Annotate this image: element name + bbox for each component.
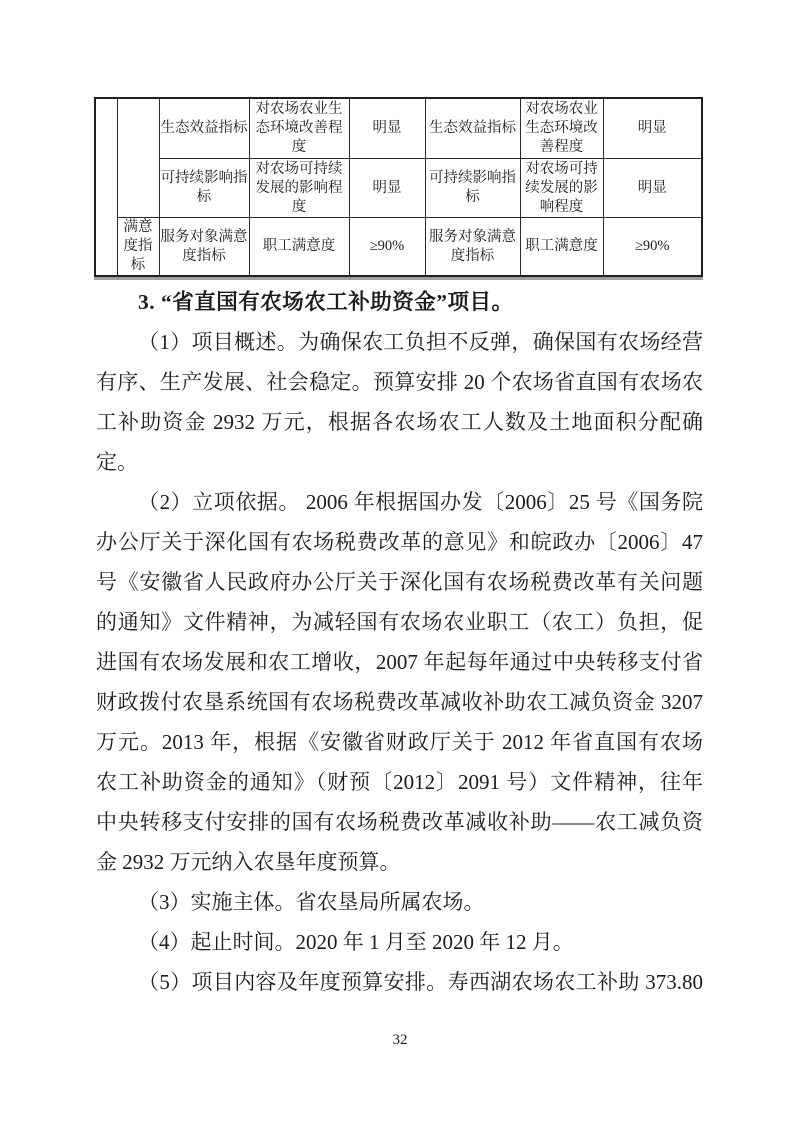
table-cell-value: 明显 xyxy=(349,98,425,159)
table-cell-category-empty xyxy=(117,98,159,218)
table-cell-value: 明显 xyxy=(603,98,702,159)
paragraph-line: （1）项目概述。为确保农工负担不反弹，确保国有农场经营 xyxy=(138,330,703,354)
indicator-table-grid xyxy=(94,97,703,277)
table-cell-indicator: 服务对象满意度指标 xyxy=(159,218,249,277)
paragraph-line: 工补助资金 2932 万元，根据各农场农工人数及土地面积分配确 xyxy=(96,410,703,434)
table-cell-indicator: 生态效益指标 xyxy=(159,98,249,159)
table-cell-level1-empty xyxy=(95,98,117,276)
table-cell-subindicator: 职工满意度 xyxy=(520,218,603,277)
table-cell-subindicator: 对农场可持续发展的影响程度 xyxy=(249,159,349,218)
table-cell-subindicator: 职工满意度 xyxy=(249,218,349,277)
page-number: 32 xyxy=(392,1032,408,1048)
table-cell-indicator: 可持续影响指标 xyxy=(425,159,520,218)
paragraph-line: 有序、生产发展、社会稳定。预算安排 20 个农场省直国有农场农 xyxy=(96,370,703,394)
table-cell-subindicator: 对农场农业生态环境改善程度 xyxy=(249,98,349,159)
indicator-table xyxy=(94,97,703,277)
table-cell-value: 明显 xyxy=(349,159,425,218)
paragraph-line: （3）实施主体。省农垦局所属农场。 xyxy=(138,890,485,914)
paragraph-line: （2）立项依据。 2006 年根据国办发〔2006〕25 号《国务院 xyxy=(138,490,703,514)
table-row xyxy=(95,98,702,159)
table-row xyxy=(95,218,702,277)
table-cell-indicator: 服务对象满意度指标 xyxy=(425,218,520,277)
table-cell-value: 明显 xyxy=(603,159,702,218)
paragraph-line: 进国有农场发展和农工增收，2007 年起每年通过中央转移支付省 xyxy=(96,650,703,674)
paragraph-line: （4）起止时间。2020 年 1 月至 2020 年 12 月。 xyxy=(138,930,574,954)
table-cell-value: ≥90% xyxy=(603,218,702,277)
paragraph-line: 财政拨付农垦系统国有农场税费改革减收补助农工减负资金 3207 xyxy=(96,690,703,714)
table-cell-indicator: 可持续影响指标 xyxy=(159,159,249,218)
table-cell-category: 满意度指标 xyxy=(117,218,159,277)
paragraph-line: 金 2932 万元纳入农垦年度预算。 xyxy=(96,850,401,874)
paragraph-line: 号《安徽省人民政府办公厅关于深化国有农场税费改革有关问题 xyxy=(96,570,703,594)
table-cell-indicator: 生态效益指标 xyxy=(425,98,520,159)
paragraph-line: 农工补助资金的通知》（财预〔2012〕2091 号）文件精神，往年 xyxy=(96,770,703,794)
paragraph-line: 的通知》文件精神，为减轻国有农场农业职工（农工）负担，促 xyxy=(96,610,703,634)
paragraph-line: （5）项目内容及年度预算安排。寿西湖农场农工补助 373.80 xyxy=(138,970,703,994)
table-cell-subindicator: 对农场农业生态环境改善程度 xyxy=(520,98,603,159)
paragraph-line: 万元。2013 年，根据《安徽省财政厅关于 2012 年省直国有农场 xyxy=(96,730,703,754)
paragraph-line: 定。 xyxy=(96,450,138,474)
section-heading: 3. “省直国有农场农工补助资金”项目。 xyxy=(138,290,514,314)
table-cell-subindicator: 对农场可持续发展的影响程度 xyxy=(520,159,603,218)
table-cell-value: ≥90% xyxy=(349,218,425,277)
paragraph-line: 办公厅关于深化国有农场税费改革的意见》和皖政办〔2006〕47 xyxy=(96,530,703,554)
table-row xyxy=(95,159,702,218)
paragraph-line: 中央转移支付安排的国有农场税费改革减收补助——农工减负资 xyxy=(96,810,703,834)
body-text xyxy=(96,282,703,1002)
